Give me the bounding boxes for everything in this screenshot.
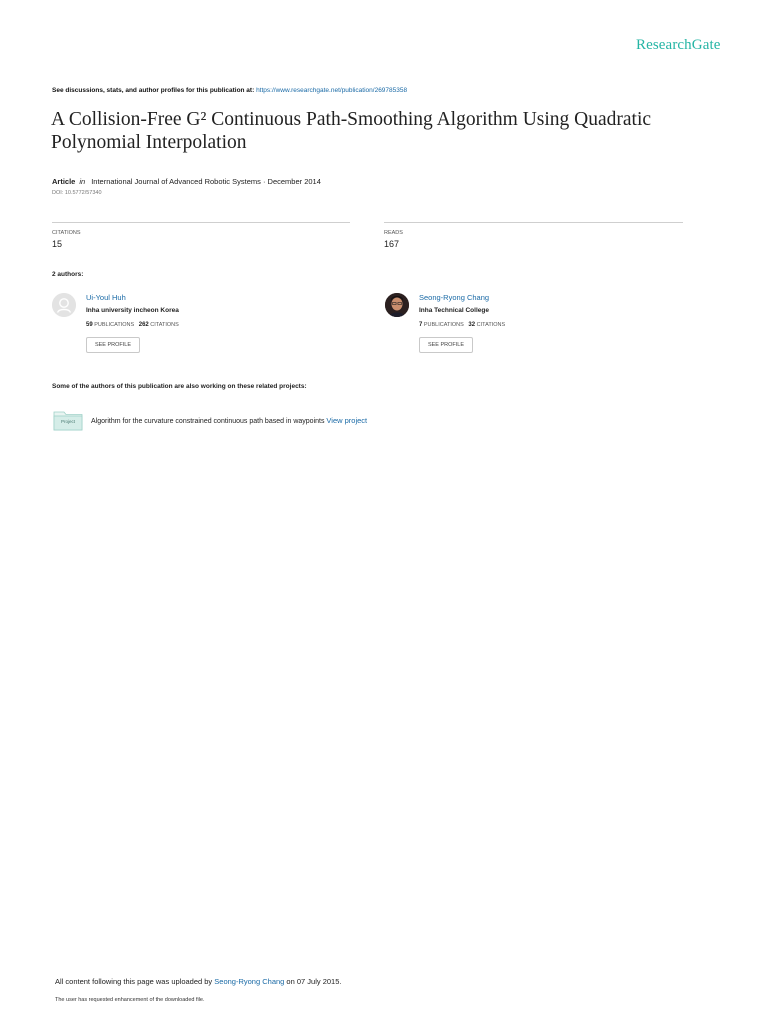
view-project-link[interactable]: View project: [326, 416, 368, 425]
author-photo[interactable]: [385, 293, 409, 317]
avatar-placeholder[interactable]: [52, 293, 76, 317]
author-2-stats: [419, 322, 505, 328]
doi-text: DOI: 10.5772/57340: [52, 190, 102, 196]
related-projects-heading: Some of the authors of this publication are also working on these related projects:: [52, 383, 307, 390]
author-1-name[interactable]: Ui-Youl Huh: [86, 293, 126, 302]
article-type: Article: [52, 177, 76, 186]
project-icon-label: Project: [60, 419, 75, 424]
default-user-icon: [52, 293, 76, 317]
authors-heading: 2 authors:: [52, 271, 84, 278]
upload-notice: [55, 977, 341, 986]
author-1-citations-label: CITATIONS: [150, 322, 179, 328]
reads-count: 167: [384, 239, 400, 249]
author-1-see-profile-button[interactable]: SEE PROFILE: [86, 337, 140, 353]
author-2-institution: Inha Technical College: [419, 307, 489, 314]
enhancement-note: The user has requested enhancement of the downloaded file.: [55, 997, 205, 1003]
author-2-citations-count: 32: [468, 322, 476, 328]
project-entry: [91, 416, 367, 425]
author-2-see-profile-button[interactable]: SEE PROFILE: [419, 337, 473, 353]
author-2-publications-count: 7: [419, 322, 423, 328]
researchgate-logo[interactable]: ResearchGate: [636, 37, 721, 53]
upload-date: on 07 July 2015.: [284, 977, 342, 986]
author-2-publications-label: PUBLICATIONS: [423, 322, 464, 328]
reads-divider: [384, 222, 683, 223]
author-portrait-icon: [385, 293, 409, 317]
author-1-publications-count: 59: [86, 322, 93, 328]
publication-url-link[interactable]: https://www.researchgate.net/publication/269785358: [256, 87, 408, 94]
paper-title: A Collision-Free G² Continuous Path-Smoothing Algorithm Using Quadratic Polynomial Interpolation: [51, 109, 652, 153]
citations-divider: [52, 222, 350, 223]
publication-source-line: [52, 87, 407, 94]
author-2-citations-label: CITATIONS: [476, 322, 506, 328]
author-1-stats: [86, 322, 179, 328]
citations-label: CITATIONS: [52, 230, 81, 236]
citations-count: 15: [52, 239, 63, 249]
in-word: in: [79, 177, 86, 186]
journal-name: International Journal of Advanced Robotic Systems · December 2014: [91, 177, 321, 186]
source-prefix: See discussions, stats, and author profiles for this publication at:: [52, 87, 257, 94]
uploader-link[interactable]: Seong-Ryong Chang: [214, 977, 285, 986]
project-folder-icon[interactable]: [53, 409, 83, 431]
author-1-publications-label: PUBLICATIONS: [94, 322, 135, 328]
publication-meta: [52, 177, 321, 186]
upload-prefix: All content following this page was uploaded by: [55, 977, 215, 986]
reads-label: READS: [384, 230, 403, 236]
author-1-citations-count: 262: [138, 322, 149, 328]
project-title: Algorithm for the curvature constrained continuous path based in waypoints: [91, 418, 327, 425]
author-2-name[interactable]: Seong-Ryong Chang: [419, 293, 490, 302]
author-1-institution: Inha university incheon Korea: [86, 307, 179, 314]
